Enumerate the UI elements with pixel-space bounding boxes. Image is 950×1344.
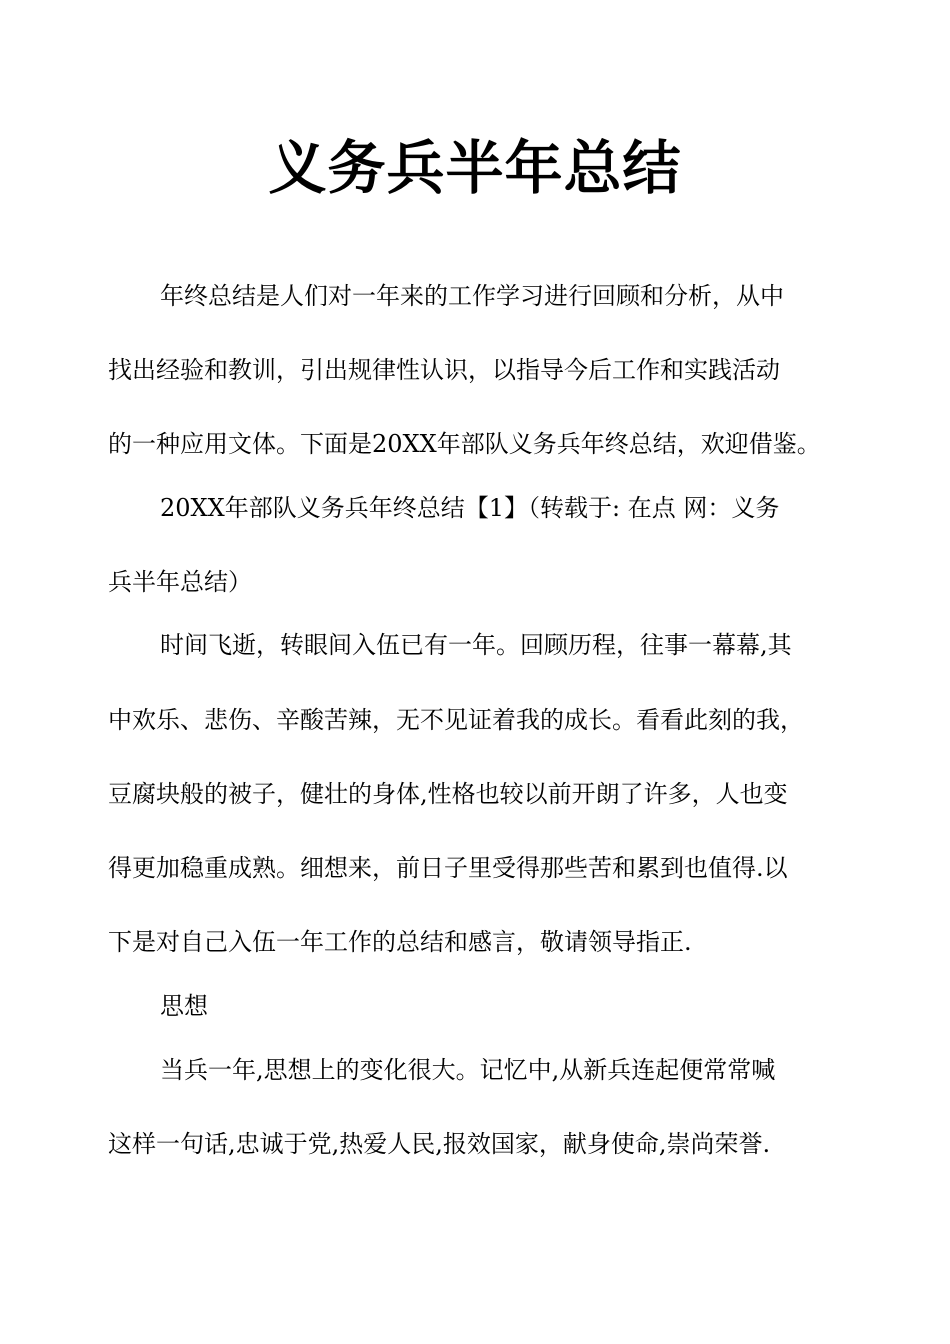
paragraph-line: 20XX年部队义务兵年终总结【1】（转载于: 在点 网：义务 [160,494,780,522]
section-heading: 思想 [160,992,208,1020]
paragraph-line: 这样一句话,忠诚于党,热爱人民,报效国家，献身使命,崇尚荣誉. [108,1130,771,1158]
paragraph-line: 当兵一年,思想上的变化很大。记忆中,从新兵连起便常常喊 [160,1056,776,1084]
paragraph-line: 找出经验和教训，引出规律性认识，以指导今后工作和实践活动 [108,356,780,384]
paragraph-line: 时间飞逝，转眼间入伍已有一年。回顾历程，往事一幕幕,其 [160,631,792,659]
paragraph-line: 下是对自己入伍一年工作的总结和感言，敬请领导指正. [108,928,692,956]
paragraph-line: 年终总结是人们对一年来的工作学习进行回顾和分析，从中 [160,282,784,310]
paragraph-line: 中欢乐、悲伤、辛酸苦辣，无不见证着我的成长。看看此刻的我， [108,706,804,734]
paragraph-line: 得更加稳重成熟。细想来，前日子里受得那些苦和累到也值得.以 [108,854,788,882]
paragraph-line: 豆腐块般的被子，健壮的身体,性格也较以前开朗了许多，人也变 [108,780,788,808]
paragraph-line: 的一种应用文体。下面是20XX年部队义务兵年终总结，欢迎借鉴。 [108,430,821,458]
document-title: 义务兵半年总结 [268,134,682,202]
paragraph-line: 兵半年总结） [108,568,252,596]
